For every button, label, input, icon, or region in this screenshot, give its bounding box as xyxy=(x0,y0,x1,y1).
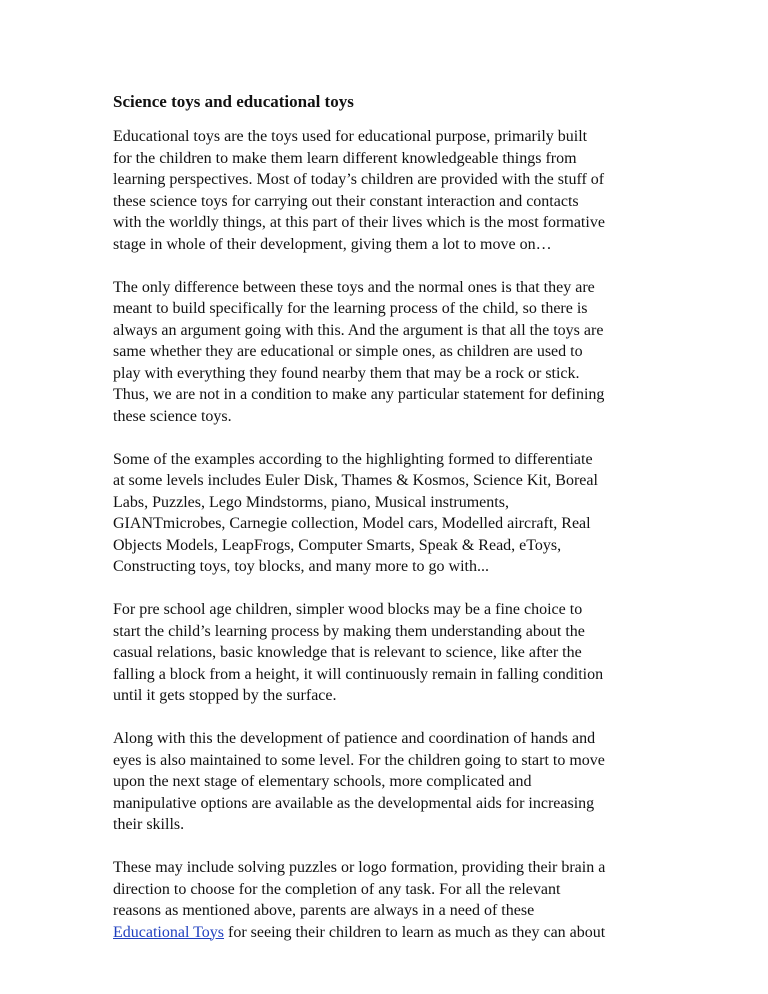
paragraph-2 xyxy=(113,277,663,428)
text-line: falling a block from a height, it will continuously remain in falling condition xyxy=(113,665,604,683)
text-line: casual relations, basic knowledge that is relevant to science, like after the xyxy=(113,644,582,661)
text-line: start the child’s learning process by making them understanding about the xyxy=(113,622,585,640)
text-line: play with everything they found nearby them that may be a rock or stick. xyxy=(113,364,580,382)
text-line: until it gets stopped by the surface. xyxy=(113,687,337,704)
text-line: their skills. xyxy=(113,816,185,833)
text-line: GIANTmicrobes, Carnegie collection, Model cars, Modelled aircraft, Real xyxy=(113,515,591,532)
text-line: these science toys for carrying out their constant interaction and contacts xyxy=(113,192,579,210)
text-line: The only difference between these toys and the normal ones is that they are xyxy=(113,278,595,296)
text-line: learning perspectives. Most of today’s children are provided with the stuff of xyxy=(113,171,605,188)
text-line: These may include solving puzzles or logo formation, providing their brain a xyxy=(113,859,606,876)
paragraph-1 xyxy=(113,126,663,255)
text-line: same whether they are educational or simple ones, as children are used to xyxy=(113,343,583,360)
text-line: upon the next stage of elementary schools, more complicated and xyxy=(113,773,532,790)
paragraph-4 xyxy=(113,599,663,707)
text-line: eyes is also maintained to some level. For the children going to start to move xyxy=(113,751,605,769)
link-line-rest: for seeing their children to learn as much as they can about xyxy=(224,923,606,941)
document-body xyxy=(113,90,663,965)
paragraph-3 xyxy=(113,449,663,578)
text-line: these science toys. xyxy=(113,407,232,425)
text-line: manipulative options are available as the developmental aids for increasing xyxy=(113,794,595,812)
text-line: direction to choose for the completion of any task. For all the relevant xyxy=(113,880,561,898)
text-line: with the worldly things, at this part of their lives which is the most formative xyxy=(113,214,605,231)
text-line: Labs, Puzzles, Lego Mindstorms, piano, Musical instruments, xyxy=(113,493,509,511)
educational-toys-link[interactable]: Educational Toys xyxy=(113,923,225,941)
text-line: For pre school age children, simpler wood blocks may be a fine choice to xyxy=(113,601,583,618)
text-line: Objects Models, LeapFrogs, Computer Smarts, Speak & Read, eToys, xyxy=(113,536,562,554)
text-line: Constructing toys, toy blocks, and many more to go with... xyxy=(113,558,489,575)
text-line: always an argument going with this. And the argument is that all the toys are xyxy=(113,321,604,339)
text-line: stage in whole of their development, giving them a lot to move on… xyxy=(113,235,552,253)
text-line: for the children to make them learn different knowledgeable things from xyxy=(113,149,577,167)
text-line: meant to build specifically for the learning process of the child, so there is xyxy=(113,300,588,317)
text-line: Thus, we are not in a condition to make any particular statement for defining xyxy=(113,386,605,403)
text-line: Educational toys are the toys used for educational purpose, primarily built xyxy=(113,128,588,145)
text-line: Along with this the development of patience and coordination of hands and xyxy=(113,730,596,747)
paragraph-6 xyxy=(113,857,663,943)
text-line-with-link xyxy=(113,922,663,944)
document-title: Science toys and educational toys xyxy=(113,92,354,111)
text-line: reasons as mentioned above, parents are always in a need of these xyxy=(113,902,535,919)
paragraph-5 xyxy=(113,728,663,836)
text-line: Some of the examples according to the highlighting formed to differentiate xyxy=(113,450,593,468)
text-line: at some levels includes Euler Disk, Thames & Kosmos, Science Kit, Boreal xyxy=(113,472,598,489)
